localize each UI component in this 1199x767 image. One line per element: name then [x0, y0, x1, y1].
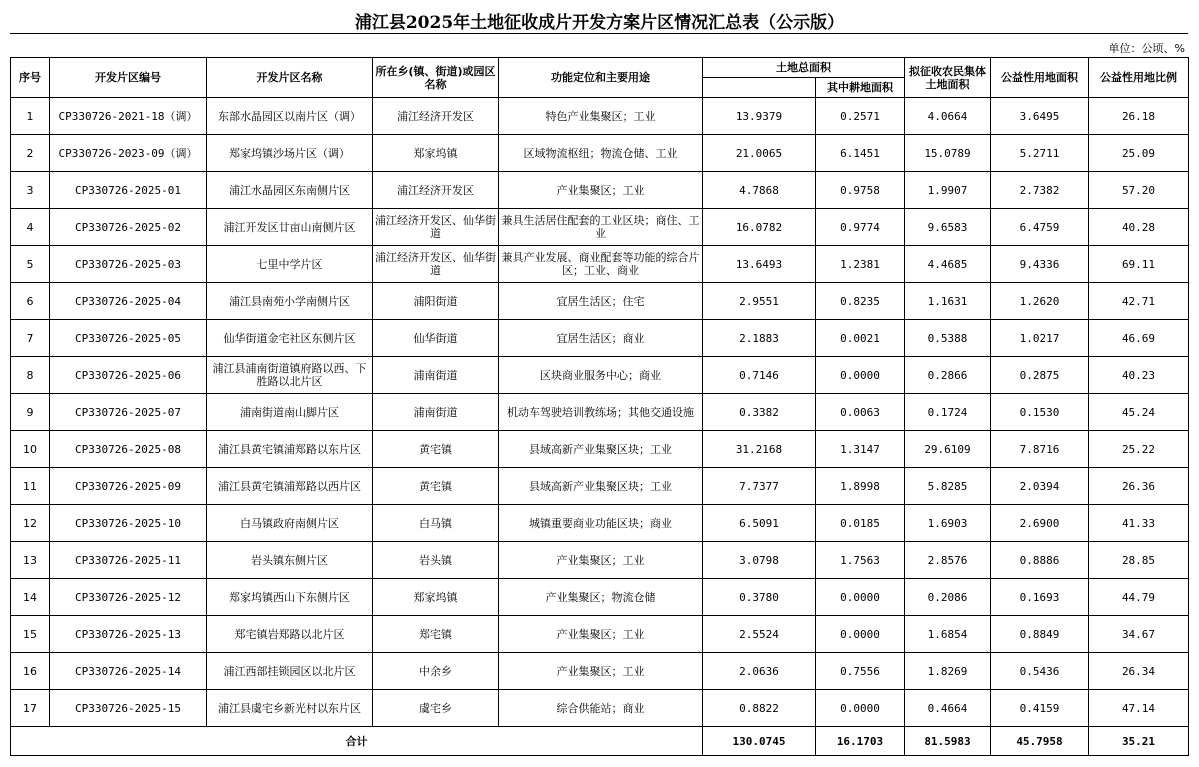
cell-total: 2.0636 [703, 653, 816, 690]
cell-farm: 0.8235 [816, 283, 905, 320]
cell-total: 0.8822 [703, 690, 816, 727]
cell-func: 县域高新产业集聚区块；工业 [499, 431, 703, 468]
cell-code: CP330726-2021-18（调） [50, 98, 207, 135]
cell-collective: 0.1724 [905, 394, 991, 431]
cell-seq: 9 [11, 394, 50, 431]
cell-name: 七里中学片区 [207, 246, 373, 283]
cell-collective: 0.2086 [905, 579, 991, 616]
cell-ratio: 34.67 [1089, 616, 1189, 653]
cell-public: 0.2875 [991, 357, 1089, 394]
cell-name: 郑宅镇岩郑路以北片区 [207, 616, 373, 653]
cell-town: 仙华街道 [373, 320, 499, 357]
cell-ratio: 57.20 [1089, 172, 1189, 209]
table-title: 浦江县2025年土地征收成片开发方案片区情况汇总表（公示版） [354, 13, 845, 33]
table-row [11, 246, 1189, 283]
cell-collective: 1.1631 [905, 283, 991, 320]
unit-note: 单位：公顷、% [1108, 42, 1185, 55]
cell-collective: 9.6583 [905, 209, 991, 246]
cell-name: 郑家坞镇沙场片区（调） [207, 135, 373, 172]
cell-town: 郑家坞镇 [373, 579, 499, 616]
cell-name: 浦江开发区廿亩山南侧片区 [207, 209, 373, 246]
cell-public: 0.8886 [991, 542, 1089, 579]
cell-name: 东部水晶园区以南片区（调） [207, 98, 373, 135]
table-row [11, 505, 1189, 542]
header-func: 功能定位和主要用途 [499, 58, 703, 98]
cell-farm: 0.0000 [816, 616, 905, 653]
table-row [11, 172, 1189, 209]
cell-farm: 0.0021 [816, 320, 905, 357]
cell-ratio: 25.09 [1089, 135, 1189, 172]
cell-ratio: 40.23 [1089, 357, 1189, 394]
cell-ratio: 46.69 [1089, 320, 1189, 357]
cell-func: 区域物流枢纽；物流仓储、工业 [499, 135, 703, 172]
cell-code: CP330726-2025-13 [50, 616, 207, 653]
cell-town: 浦阳街道 [373, 283, 499, 320]
cell-func: 产业集聚区；工业 [499, 616, 703, 653]
header-farm: 其中耕地面积 [816, 78, 905, 98]
cell-code: CP330726-2025-01 [50, 172, 207, 209]
cell-town: 黄宅镇 [373, 468, 499, 505]
cell-town: 中余乡 [373, 653, 499, 690]
cell-seq: 8 [11, 357, 50, 394]
cell-code: CP330726-2025-09 [50, 468, 207, 505]
title-divider [10, 33, 1188, 34]
cell-total: 0.3382 [703, 394, 816, 431]
cell-name: 浦江县黄宅镇浦郑路以西片区 [207, 468, 373, 505]
totals-farm: 16.1703 [816, 727, 905, 756]
cell-total: 2.5524 [703, 616, 816, 653]
table-row [11, 283, 1189, 320]
table-row [11, 320, 1189, 357]
cell-public: 0.1530 [991, 394, 1089, 431]
totals-row [11, 727, 1189, 756]
cell-farm: 0.0000 [816, 579, 905, 616]
cell-name: 岩头镇东侧片区 [207, 542, 373, 579]
header-total: 土地总面积 [703, 58, 905, 78]
cell-total: 6.5091 [703, 505, 816, 542]
cell-total: 16.0782 [703, 209, 816, 246]
cell-name: 浦江县南苑小学南侧片区 [207, 283, 373, 320]
header-collective: 拟征收农民集体土地面积 [905, 58, 991, 98]
cell-farm: 0.2571 [816, 98, 905, 135]
cell-code: CP330726-2025-15 [50, 690, 207, 727]
cell-ratio: 45.24 [1089, 394, 1189, 431]
header-total-sub [703, 78, 816, 98]
cell-code: CP330726-2025-12 [50, 579, 207, 616]
cell-code: CP330726-2025-05 [50, 320, 207, 357]
cell-seq: 1 [11, 98, 50, 135]
cell-collective: 29.6109 [905, 431, 991, 468]
cell-farm: 0.0000 [816, 357, 905, 394]
cell-town: 浦江经济开发区、仙华街道 [373, 246, 499, 283]
cell-total: 3.0798 [703, 542, 816, 579]
cell-func: 特色产业集聚区；工业 [499, 98, 703, 135]
cell-func: 兼具产业发展、商业配套等功能的综合片区；工业、商业 [499, 246, 703, 283]
table-body [11, 98, 1189, 727]
cell-ratio: 42.71 [1089, 283, 1189, 320]
header-town: 所在乡(镇、街道)或园区名称 [373, 58, 499, 98]
cell-seq: 7 [11, 320, 50, 357]
header-row-1 [11, 58, 1189, 78]
cell-public: 2.6900 [991, 505, 1089, 542]
cell-total: 21.0065 [703, 135, 816, 172]
cell-public: 2.0394 [991, 468, 1089, 505]
cell-total: 0.3780 [703, 579, 816, 616]
cell-name: 浦江县虞宅乡新光村以东片区 [207, 690, 373, 727]
cell-code: CP330726-2025-07 [50, 394, 207, 431]
table-row [11, 690, 1189, 727]
cell-seq: 3 [11, 172, 50, 209]
cell-func: 综合供能站；商业 [499, 690, 703, 727]
table-row [11, 209, 1189, 246]
cell-name: 仙华街道金宅社区东侧片区 [207, 320, 373, 357]
cell-func: 宜居生活区；住宅 [499, 283, 703, 320]
cell-ratio: 44.79 [1089, 579, 1189, 616]
cell-public: 0.1693 [991, 579, 1089, 616]
cell-code: CP330726-2025-03 [50, 246, 207, 283]
cell-code: CP330726-2025-10 [50, 505, 207, 542]
cell-func: 产业集聚区；工业 [499, 653, 703, 690]
cell-collective: 0.4664 [905, 690, 991, 727]
table-row [11, 579, 1189, 616]
table-row [11, 394, 1189, 431]
cell-seq: 5 [11, 246, 50, 283]
cell-collective: 4.0664 [905, 98, 991, 135]
cell-name: 浦江水晶园区东南侧片区 [207, 172, 373, 209]
cell-code: CP330726-2025-02 [50, 209, 207, 246]
header-ratio: 公益性用地比例 [1089, 58, 1189, 98]
cell-collective: 1.6854 [905, 616, 991, 653]
cell-code: CP330726-2025-04 [50, 283, 207, 320]
cell-farm: 1.7563 [816, 542, 905, 579]
table-row [11, 653, 1189, 690]
table-row [11, 542, 1189, 579]
cell-code: CP330726-2025-06 [50, 357, 207, 394]
cell-town: 白马镇 [373, 505, 499, 542]
totals-ratio: 35.21 [1089, 727, 1189, 756]
totals-collective: 81.5983 [905, 727, 991, 756]
cell-farm: 0.9758 [816, 172, 905, 209]
cell-ratio: 26.18 [1089, 98, 1189, 135]
cell-seq: 4 [11, 209, 50, 246]
cell-total: 0.7146 [703, 357, 816, 394]
cell-public: 6.4759 [991, 209, 1089, 246]
cell-collective: 5.8285 [905, 468, 991, 505]
cell-total: 4.7868 [703, 172, 816, 209]
cell-ratio: 40.28 [1089, 209, 1189, 246]
cell-total: 7.7377 [703, 468, 816, 505]
cell-total: 2.9551 [703, 283, 816, 320]
cell-func: 区块商业服务中心；商业 [499, 357, 703, 394]
cell-func: 产业集聚区；工业 [499, 542, 703, 579]
table-row [11, 616, 1189, 653]
cell-total: 13.9379 [703, 98, 816, 135]
cell-collective: 0.2866 [905, 357, 991, 394]
header-name: 开发片区名称 [207, 58, 373, 98]
cell-ratio: 41.33 [1089, 505, 1189, 542]
cell-collective: 0.5388 [905, 320, 991, 357]
cell-town: 郑宅镇 [373, 616, 499, 653]
cell-town: 黄宅镇 [373, 431, 499, 468]
cell-seq: 16 [11, 653, 50, 690]
cell-public: 3.6495 [991, 98, 1089, 135]
cell-farm: 0.0185 [816, 505, 905, 542]
cell-seq: 14 [11, 579, 50, 616]
cell-collective: 1.9907 [905, 172, 991, 209]
cell-name: 白马镇政府南侧片区 [207, 505, 373, 542]
cell-town: 浦江经济开发区、仙华街道 [373, 209, 499, 246]
header-public: 公益性用地面积 [991, 58, 1089, 98]
cell-collective: 1.8269 [905, 653, 991, 690]
cell-ratio: 47.14 [1089, 690, 1189, 727]
cell-public: 0.4159 [991, 690, 1089, 727]
cell-func: 城镇重要商业功能区块；商业 [499, 505, 703, 542]
table-row [11, 98, 1189, 135]
cell-town: 虞宅乡 [373, 690, 499, 727]
table-row [11, 468, 1189, 505]
cell-public: 0.5436 [991, 653, 1089, 690]
cell-func: 产业集聚区；物流仓储 [499, 579, 703, 616]
table-row [11, 135, 1189, 172]
cell-code: CP330726-2025-11 [50, 542, 207, 579]
cell-seq: 13 [11, 542, 50, 579]
cell-func: 机动车驾驶培训教练场；其他交通设施 [499, 394, 703, 431]
cell-farm: 0.9774 [816, 209, 905, 246]
cell-seq: 6 [11, 283, 50, 320]
cell-farm: 0.0000 [816, 690, 905, 727]
cell-name: 郑家坞镇西山下东侧片区 [207, 579, 373, 616]
cell-total: 2.1883 [703, 320, 816, 357]
cell-code: CP330726-2025-14 [50, 653, 207, 690]
cell-town: 浦江经济开发区 [373, 172, 499, 209]
cell-ratio: 69.11 [1089, 246, 1189, 283]
cell-farm: 1.3147 [816, 431, 905, 468]
cell-farm: 0.7556 [816, 653, 905, 690]
cell-seq: 10 [11, 431, 50, 468]
table-row [11, 357, 1189, 394]
cell-collective: 2.8576 [905, 542, 991, 579]
cell-total: 31.2168 [703, 431, 816, 468]
cell-code: CP330726-2025-08 [50, 431, 207, 468]
cell-total: 13.6493 [703, 246, 816, 283]
cell-func: 宜居生活区；商业 [499, 320, 703, 357]
cell-code: CP330726-2023-09（调） [50, 135, 207, 172]
cell-town: 岩头镇 [373, 542, 499, 579]
cell-farm: 6.1451 [816, 135, 905, 172]
cell-name: 浦江县浦南街道镇府路以西、下胜路以北片区 [207, 357, 373, 394]
totals-label: 合计 [11, 727, 703, 756]
cell-ratio: 26.36 [1089, 468, 1189, 505]
header-code: 开发片区编号 [50, 58, 207, 98]
table-row [11, 431, 1189, 468]
header-seq: 序号 [11, 58, 50, 98]
cell-seq: 15 [11, 616, 50, 653]
cell-seq: 12 [11, 505, 50, 542]
cell-farm: 1.8998 [816, 468, 905, 505]
cell-town: 浦江经济开发区 [373, 98, 499, 135]
cell-collective: 1.6903 [905, 505, 991, 542]
cell-public: 9.4336 [991, 246, 1089, 283]
cell-town: 郑家坞镇 [373, 135, 499, 172]
cell-name: 浦江县黄宅镇浦郑路以东片区 [207, 431, 373, 468]
cell-public: 2.7382 [991, 172, 1089, 209]
cell-seq: 2 [11, 135, 50, 172]
cell-ratio: 28.85 [1089, 542, 1189, 579]
cell-name: 浦南街道南山脚片区 [207, 394, 373, 431]
cell-farm: 0.0063 [816, 394, 905, 431]
cell-seq: 17 [11, 690, 50, 727]
cell-public: 0.8849 [991, 616, 1089, 653]
cell-farm: 1.2381 [816, 246, 905, 283]
cell-func: 县域高新产业集聚区块；工业 [499, 468, 703, 505]
cell-name: 浦江西部挂锁园区以北片区 [207, 653, 373, 690]
cell-ratio: 26.34 [1089, 653, 1189, 690]
cell-town: 浦南街道 [373, 357, 499, 394]
cell-public: 5.2711 [991, 135, 1089, 172]
cell-ratio: 25.22 [1089, 431, 1189, 468]
cell-public: 7.8716 [991, 431, 1089, 468]
totals-total: 130.0745 [703, 727, 816, 756]
cell-town: 浦南街道 [373, 394, 499, 431]
cell-public: 1.2620 [991, 283, 1089, 320]
cell-public: 1.0217 [991, 320, 1089, 357]
cell-func: 产业集聚区；工业 [499, 172, 703, 209]
summary-table [10, 57, 1189, 756]
cell-collective: 4.4685 [905, 246, 991, 283]
cell-collective: 15.0789 [905, 135, 991, 172]
cell-func: 兼具生活居住配套的工业区块；商住、工业 [499, 209, 703, 246]
totals-public: 45.7958 [991, 727, 1089, 756]
cell-seq: 11 [11, 468, 50, 505]
